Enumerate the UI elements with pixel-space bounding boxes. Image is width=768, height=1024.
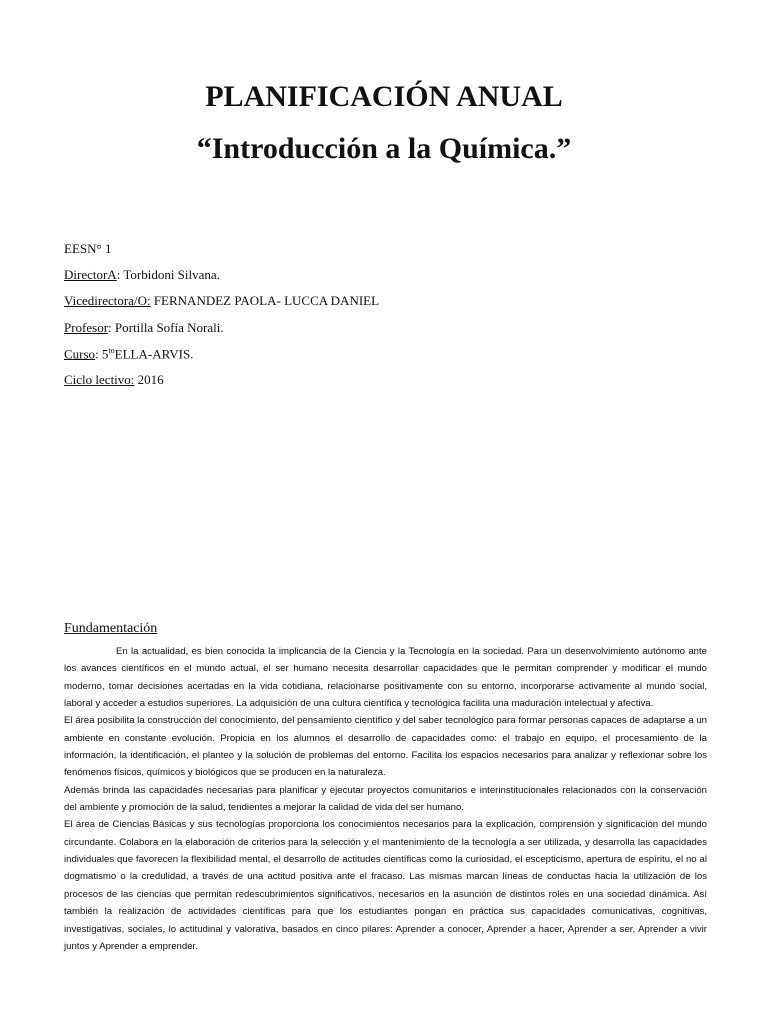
school-year-label: Ciclo lectivo: xyxy=(64,372,135,387)
paragraph: En la actualidad, es bien conocida la implicancia de la Ciencia y la Tecnología en la sociedad. Para un desenvolvimiento autónomo ante los avances científicos en el mundo actual, el ser humano necesita desarrollar capacidades que le permitan comprender y modificar el mundo moderno, tomar decisiones acertadas en la vida cotidiana, relacionarse positivamente con su entorno, incorporarse activamente al mundo social, laboral y acceder a estudios superiores. La adquisición de una cultura científica y tecnológica facilita una maduración intelectual y afectiva. xyxy=(64,646,707,710)
teacher-value: Portilla Sofía Norali. xyxy=(114,320,224,335)
director-value: Torbidoni Silvana. xyxy=(123,267,220,282)
document-subtitle: “Introducción a la Química.” xyxy=(196,132,572,165)
school-year-value: 2016 xyxy=(137,372,164,387)
vicedirector-label: Vicedirectora/O: xyxy=(64,293,151,308)
body-text xyxy=(64,643,707,955)
teacher-label: Profesor xyxy=(64,320,109,335)
course-line xyxy=(64,346,193,362)
paragraph: El área de Ciencias Básicas y sus tecnologías proporciona los conocimientos necesarios para la explicación, comprensión y significación del mundo circundante. Colabora en la elaboración de criterios para la selección y el mantenimiento de la tecnología a ser utilizada, y desarrolla las capacidades individuales que favorecen la flexibilidad mental, el desarrollo de actitudes científicas como la curiosidad, el escepticismo, apertura de espíritu, el no al dogmatismo o la credulidad, a través de una actitud positiva ante el fracaso. Las mismas marcan líneas de conductas hacia la utilización de los procesos de las ciencias que permitan redescubrimientos significativos, necesarios en la asunción de distintos roles en una sociedad dinámica. Así también la realización de actividades científicas para que los estudiantes pongan en práctica sus capacidades comunicativas, cognitivas, investigativas, sociales, lo actitudinal y valorativa, basados en cinco pilares: Aprender a conocer, Aprender a hacer, Aprender a ser, Aprender a vivir juntos y Aprender a emprender. xyxy=(64,819,707,952)
director-line xyxy=(64,267,220,283)
vicedirector-line xyxy=(64,293,379,309)
paragraph: Además brinda las capacidades necesarias para planificar y ejecutar proyectos comunitarios e interinstitucionales relacionados con la conservación del ambiente y promoción de la salud, tendientes a mejorar la calidad de vida del ser humano. xyxy=(64,784,707,814)
vicedirector-value: FERNANDEZ PAOLA- LUCCA DANIEL xyxy=(153,293,380,308)
school-name: EESN° 1 xyxy=(64,241,112,256)
director-label: DirectorA xyxy=(64,267,117,282)
course-value: ELLA-ARVIS. xyxy=(114,346,194,362)
teacher-line xyxy=(64,320,224,336)
section-title: Fundamentación xyxy=(64,621,158,636)
course-label: Curso xyxy=(64,346,96,362)
director-separator: : xyxy=(116,267,124,282)
school-year-line xyxy=(64,372,164,388)
teacher-separator: : xyxy=(108,320,115,335)
document-title: PLANIFICACIÓN ANUAL xyxy=(205,80,563,113)
paragraph: El área posibilita la construcción del conocimiento, del pensamiento científico y del saber tecnológico para formar personas capaces de adaptarse a un ambiente en constante evolución. Propicia en los alumnos el desarrollo de capacidades como: el trabajo en equipo, el procesamiento de la información, la identificación, el planteo y la solución de problemas del entorno. Facilita los espacios necesarios para analizar y reflexionar sobre los fenómenos físicos, químicos y biológicos que se producen en la naturaleza. xyxy=(64,715,707,779)
course-superscript: to xyxy=(108,346,115,355)
course-separator: : 5 xyxy=(95,346,109,362)
